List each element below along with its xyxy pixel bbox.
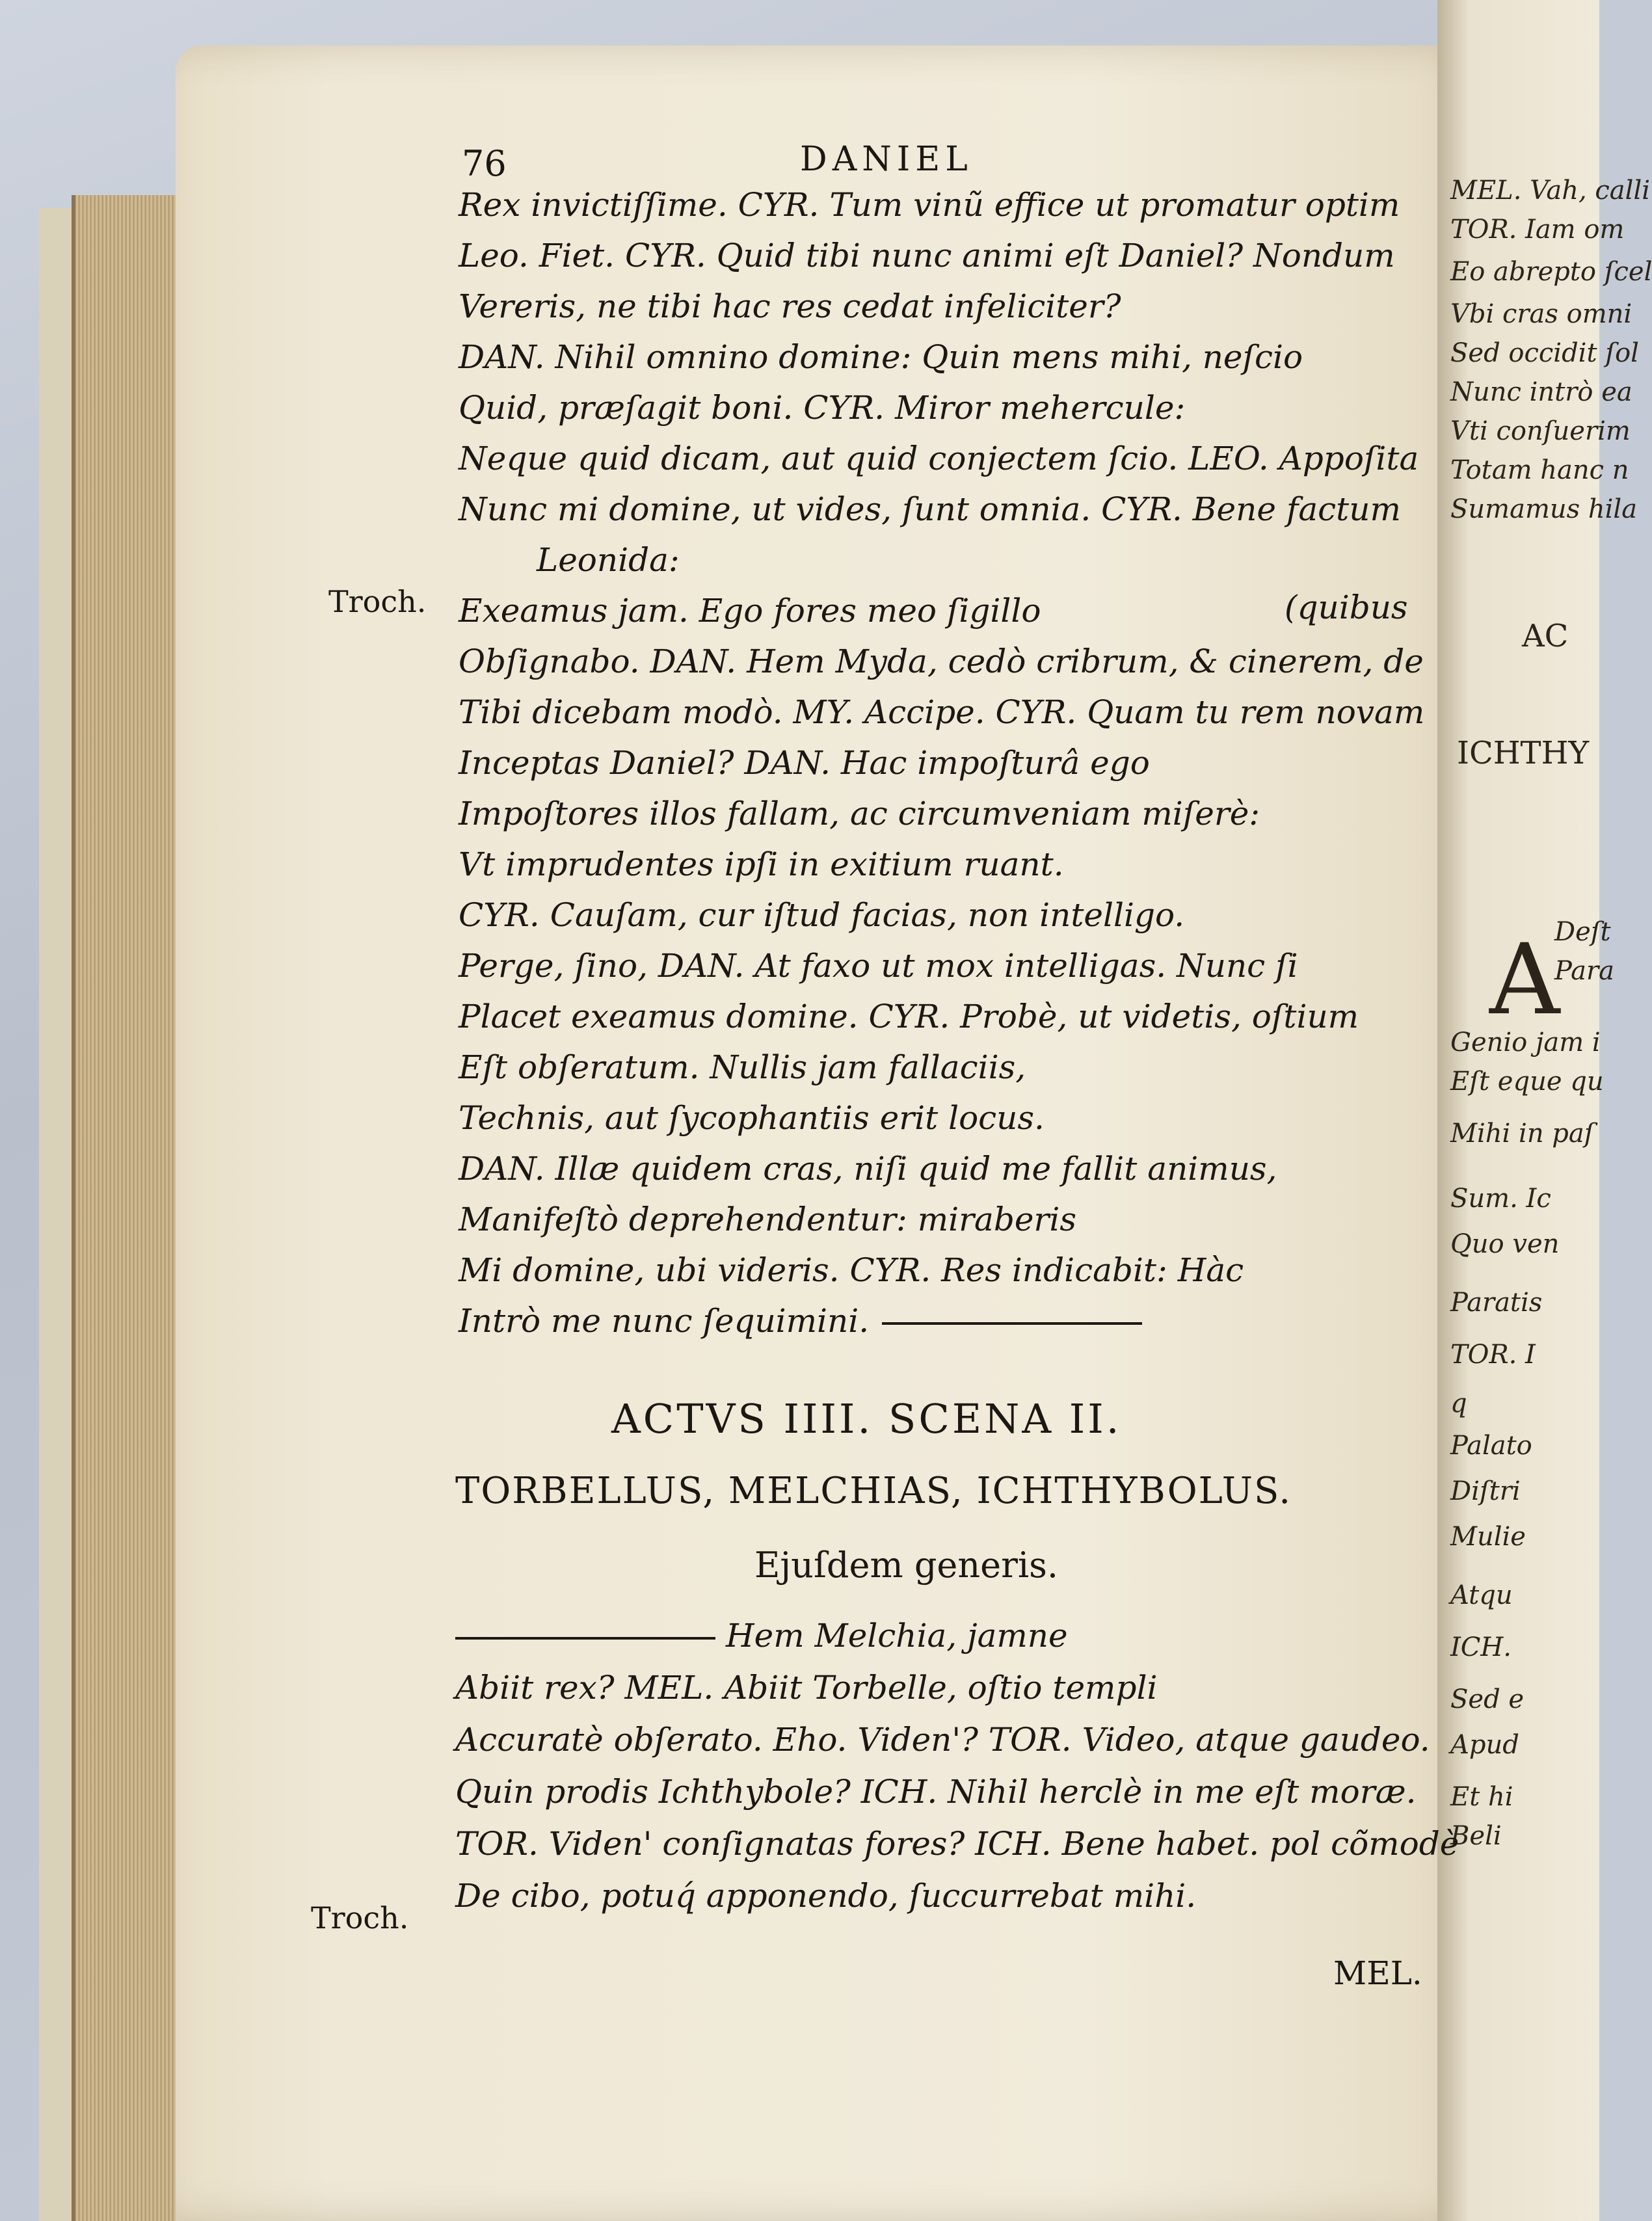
text-line: Neque quid dicam, aut quid conjectem ſcio. LEO. Appoſita [459,440,1419,477]
next-page-line: Mihi in paſ [1450,1119,1594,1149]
next-page-line: Atqu [1450,1580,1513,1610]
next-page-line: MEL. Vah, calli [1450,176,1651,206]
next-page-line: Nunc intrò ea [1450,377,1632,407]
text-line: Vereris, ne tibi hac res cedat infeliciter? [459,287,1121,325]
text-line: Eſt obſeratum. Nullis jam fallaciis, [459,1048,1026,1086]
main-text-block [459,186,1434,1359]
text-line: Manifeſtò deprehendentur: miraberis [459,1201,1076,1238]
next-page-line: A [1489,924,1560,1037]
next-page-line: Vti conſuerim [1450,416,1631,446]
end-rule [882,1322,1142,1325]
text-line: Vt imprudentes ipſi in exitium ruant. [459,845,1064,883]
next-page-line: Totam hanc n [1450,455,1629,485]
text-line: Quid, præſagit boni. CYR. Miror mehercule: [459,389,1186,427]
next-page-line: ICH. [1450,1632,1512,1662]
next-page-line: Apud [1450,1730,1519,1760]
next-page-line: Vbi cras omni [1450,299,1632,329]
text-line: Impoſtores illos fallam, ac circumveniam miſerè: [459,795,1260,832]
text-line: Exeamus jam. Ego fores meo ſigillo [459,592,1041,630]
page-number: 76 [462,143,507,184]
next-page-line: Paratis [1450,1288,1543,1318]
next-page-line: Sed e [1450,1684,1525,1714]
next-page-line: Para [1554,956,1614,986]
dramatis-personae: TORBELLUS, MELCHIAS, ICHTHYBOLUS. [455,1470,1292,1512]
text-line: Obſignabo. DAN. Hem Myda, cedò cribrum, & cinerem, de [459,643,1424,680]
subheading: Ejuſdem generis. [754,1545,1059,1586]
quibus-note: (quibus [1285,589,1408,626]
text-line: Inceptas Daniel? DAN. Hac impoſturâ ego [459,744,1150,782]
next-page-line: Deſt [1554,917,1611,947]
text-line: Intrò me nunc ſequimini. [459,1305,1142,1337]
next-page-line: Palato [1450,1431,1532,1461]
right-page-fragment [1437,0,1652,2221]
next-page-line: AC [1522,618,1569,654]
start-rule [455,1637,715,1640]
next-page-line: Eo abrepto ſcel [1450,257,1652,287]
text-line: DAN. Nihil omnino domine: Quin mens mihi, neſcio [459,338,1303,376]
text-line: Nunc mi domine, ut vides, ſunt omnia. CYR. Bene factum [459,490,1401,528]
next-page-line: Genio jam i [1450,1028,1601,1057]
text-line: Placet exeamus domine. CYR. Probè, ut videtis, oſtium [459,998,1359,1035]
next-page-line: Sed occidit ſol [1450,338,1639,368]
next-page-line: Beli [1450,1821,1502,1851]
scene-line: De cibo, potuq́ apponendo, ſuccurrebat mihi. [455,1877,1197,1915]
catchword: MEL. [1333,1954,1422,1992]
margin-note-troch: Troch. [328,584,427,619]
text-line: Rex invictiſſime. CYR. Tum vinũ effice ut promatur optim [459,186,1400,224]
text-line: Technis, aut ſycophantiis erit locus. [459,1099,1045,1137]
scene-line: Abiit rex? MEL. Abiit Torbelle, oſtio templi [455,1669,1158,1707]
scene-line: TOR. Viden' conſignatas fores? ICH. Bene habet. pol cõmodè [455,1825,1459,1863]
next-page-line: Diſtri [1450,1476,1521,1506]
text-line: Perge, ſino, DAN. At faxo ut mox intelligas. Nunc ſi [459,947,1298,985]
running-head: DANIEL [800,140,973,179]
scene-line-text: Hem Melchia, jamne [726,1617,1068,1655]
next-page-line: Sumamus hila [1450,494,1638,524]
text-line: Leonida: [537,541,680,579]
text-line: CYR. Cauſam, cur iſtud facias, non intelligo. [459,896,1185,934]
next-page-line: TOR. Iam om [1450,215,1625,245]
next-page-line: Sum. Ic [1450,1184,1551,1214]
next-page-line: Quo ven [1450,1229,1560,1259]
next-page-line: ICHTHY [1457,735,1590,771]
next-page-line: Et hi [1450,1782,1513,1812]
margin-note-troch-2: Troch. [311,1900,409,1935]
text-line: Leo. Fiet. CYR. Quid tibi nunc animi eſt Daniel? Nondum [459,237,1395,274]
scene-line: Accuratè obſerato. Eho. Viden'? TOR. Video, atque gaudeo. [455,1721,1430,1759]
next-page-line: TOR. I [1450,1340,1536,1370]
text-line: Mi domine, ubi videris. CYR. Res indicabit: Hàc [459,1251,1244,1289]
scene-line [455,1617,1068,1655]
scene-line: Quin prodis Ichthybole? ICH. Nihil herclè in me eſt moræ. [455,1773,1417,1811]
text-line: Tibi dicebam modò. MY. Accipe. CYR. Quam tu rem novam [459,693,1425,731]
act-heading: ACTVS IIII. SCENA II. [611,1395,1122,1443]
scene-text-block [455,1617,1459,1958]
next-page-line: Eſt eque qu [1450,1067,1604,1097]
next-page-line: q [1450,1389,1467,1418]
next-page-line: Mulie [1450,1522,1526,1552]
text-line: DAN. Illæ quidem cras, niſi quid me fallit animus, [459,1150,1277,1188]
